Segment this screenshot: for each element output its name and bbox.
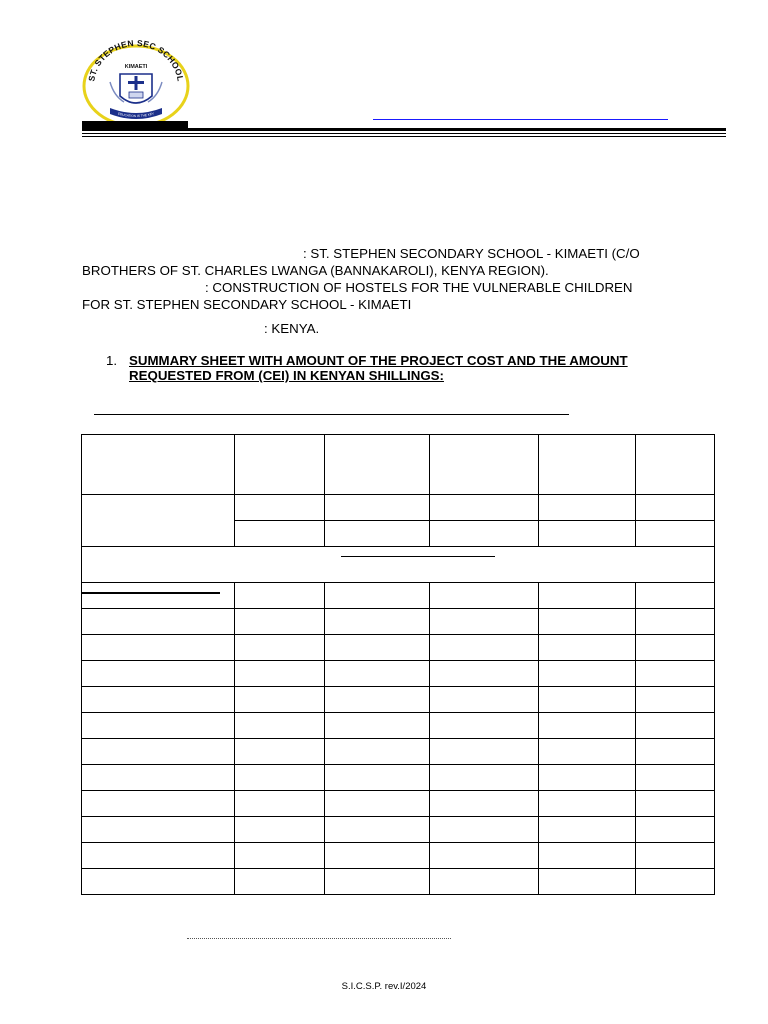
table-cell — [539, 765, 636, 791]
section-title — [129, 353, 689, 383]
table-cell — [636, 713, 715, 739]
row-label-cell — [82, 583, 235, 609]
table-cell — [234, 817, 324, 843]
table-cell — [636, 583, 715, 609]
svg-text:EDUCATION IS THE KEY: EDUCATION IS THE KEY — [117, 111, 155, 119]
header-rule-thin-1 — [82, 133, 726, 134]
table-cell — [539, 817, 636, 843]
table-cell — [429, 739, 539, 765]
table-cell — [636, 635, 715, 661]
section-title-line-1: SUMMARY SHEET WITH AMOUNT OF THE PROJECT COST AND THE AMOUNT — [129, 353, 628, 368]
table-cell — [539, 583, 636, 609]
table-cell — [82, 739, 235, 765]
table-cell — [324, 843, 429, 869]
table-cell — [82, 791, 235, 817]
table-cell — [429, 869, 539, 895]
table-row — [82, 661, 715, 687]
table-cell — [234, 843, 324, 869]
table-cell — [82, 843, 235, 869]
table-row — [82, 817, 715, 843]
table-cell — [234, 609, 324, 635]
table-row — [82, 791, 715, 817]
table-cell — [234, 521, 324, 547]
header-link-underline[interactable] — [373, 119, 668, 120]
table-cell — [429, 713, 539, 739]
header-cell — [234, 435, 324, 495]
table-cell — [429, 583, 539, 609]
table-cell — [234, 739, 324, 765]
table-cell — [539, 635, 636, 661]
table-cell — [324, 609, 429, 635]
table-cell — [636, 687, 715, 713]
table-cell — [324, 817, 429, 843]
table-cell — [539, 495, 636, 521]
table-cell — [429, 635, 539, 661]
table-cell — [429, 495, 539, 521]
table-cell — [429, 765, 539, 791]
table-cell — [539, 609, 636, 635]
table-row — [82, 609, 715, 635]
country-line: : KENYA. — [264, 321, 320, 336]
row-label-cell — [82, 495, 235, 547]
table-cell — [636, 791, 715, 817]
table-section-row — [82, 547, 715, 583]
logo-underline-bar — [82, 121, 188, 128]
table-cell — [82, 765, 235, 791]
summary-table — [81, 434, 715, 895]
table-cell — [429, 687, 539, 713]
table-cell — [429, 521, 539, 547]
table-cell — [324, 687, 429, 713]
table-cell — [539, 791, 636, 817]
table-cell — [324, 635, 429, 661]
table-cell — [82, 661, 235, 687]
applicant-line: : ST. STEPHEN SECONDARY SCHOOL - KIMAETI (C/O — [303, 246, 640, 261]
table-header-row — [82, 435, 715, 495]
table-cell — [82, 869, 235, 895]
table-cell — [234, 583, 324, 609]
table-cell — [324, 495, 429, 521]
table-cell — [234, 869, 324, 895]
table-cell — [234, 713, 324, 739]
school-logo — [80, 38, 192, 126]
table-cell — [636, 817, 715, 843]
table-cell — [539, 661, 636, 687]
table-cell — [82, 713, 235, 739]
table-cell — [429, 817, 539, 843]
table-cell — [636, 661, 715, 687]
header-cell — [539, 435, 636, 495]
table-cell — [234, 635, 324, 661]
table-cell — [539, 739, 636, 765]
table-cell — [82, 609, 235, 635]
dotted-signature-line — [187, 938, 451, 939]
footer-revision: S.I.C.S.P. rev.I/2024 — [341, 981, 427, 992]
table-cell — [324, 661, 429, 687]
table-cell — [324, 765, 429, 791]
table-cell — [324, 791, 429, 817]
svg-text:KIMAETI: KIMAETI — [124, 64, 148, 70]
table-cell — [636, 765, 715, 791]
table-cell — [234, 661, 324, 687]
table-row — [82, 495, 715, 521]
table-cell — [234, 495, 324, 521]
table-row — [82, 843, 715, 869]
table-cell — [429, 843, 539, 869]
table-cell — [429, 609, 539, 635]
project-title-line: : CONSTRUCTION OF HOSTELS FOR THE VULNERABLE CHILDREN — [205, 280, 633, 295]
table-cell — [324, 583, 429, 609]
table-cell — [82, 817, 235, 843]
table-cell — [82, 635, 235, 661]
table-cell — [324, 521, 429, 547]
header-rule-thin-2 — [82, 136, 726, 137]
header-cell — [636, 435, 715, 495]
table-row — [82, 583, 715, 609]
table-cell — [539, 869, 636, 895]
table-cell — [539, 687, 636, 713]
table-row — [82, 713, 715, 739]
table-row — [82, 687, 715, 713]
table-row — [82, 765, 715, 791]
table-cell — [234, 791, 324, 817]
table-cell — [539, 521, 636, 547]
table-cell — [539, 713, 636, 739]
project-title-line-continued: FOR ST. STEPHEN SECONDARY SCHOOL - KIMAETI — [82, 297, 412, 312]
table-cell — [539, 843, 636, 869]
section-row-cell — [82, 547, 715, 583]
svg-text:ST. STEPHEN SEC SCHOOL: ST. STEPHEN SEC SCHOOL — [86, 38, 186, 83]
table-cell — [234, 765, 324, 791]
table-cell — [636, 843, 715, 869]
row-label-underline — [82, 592, 220, 594]
header-cell — [324, 435, 429, 495]
table-cell — [636, 521, 715, 547]
table-row — [82, 739, 715, 765]
applicant-line-continued: BROTHERS OF ST. CHARLES LWANGA (BANNAKAROLI), KENYA REGION). — [82, 263, 549, 278]
header-cell — [429, 435, 539, 495]
table-cell — [324, 739, 429, 765]
table-cell — [324, 869, 429, 895]
table-cell — [82, 687, 235, 713]
section-row-underline — [341, 556, 495, 557]
table-cell — [429, 791, 539, 817]
table-cell — [636, 495, 715, 521]
table-cell — [636, 609, 715, 635]
table-cell — [636, 739, 715, 765]
header-cell — [82, 435, 235, 495]
table-cell — [429, 661, 539, 687]
project-info — [82, 245, 682, 337]
subheading-underline — [94, 414, 569, 415]
section-title-line-2: REQUESTED FROM (CEI) IN KENYAN SHILLINGS: — [129, 368, 444, 383]
header-rule-thick — [82, 128, 726, 131]
table-cell — [234, 687, 324, 713]
table-cell — [324, 713, 429, 739]
section-number: 1. — [106, 353, 118, 368]
table-row — [82, 635, 715, 661]
table-cell — [636, 869, 715, 895]
table-row — [82, 869, 715, 895]
